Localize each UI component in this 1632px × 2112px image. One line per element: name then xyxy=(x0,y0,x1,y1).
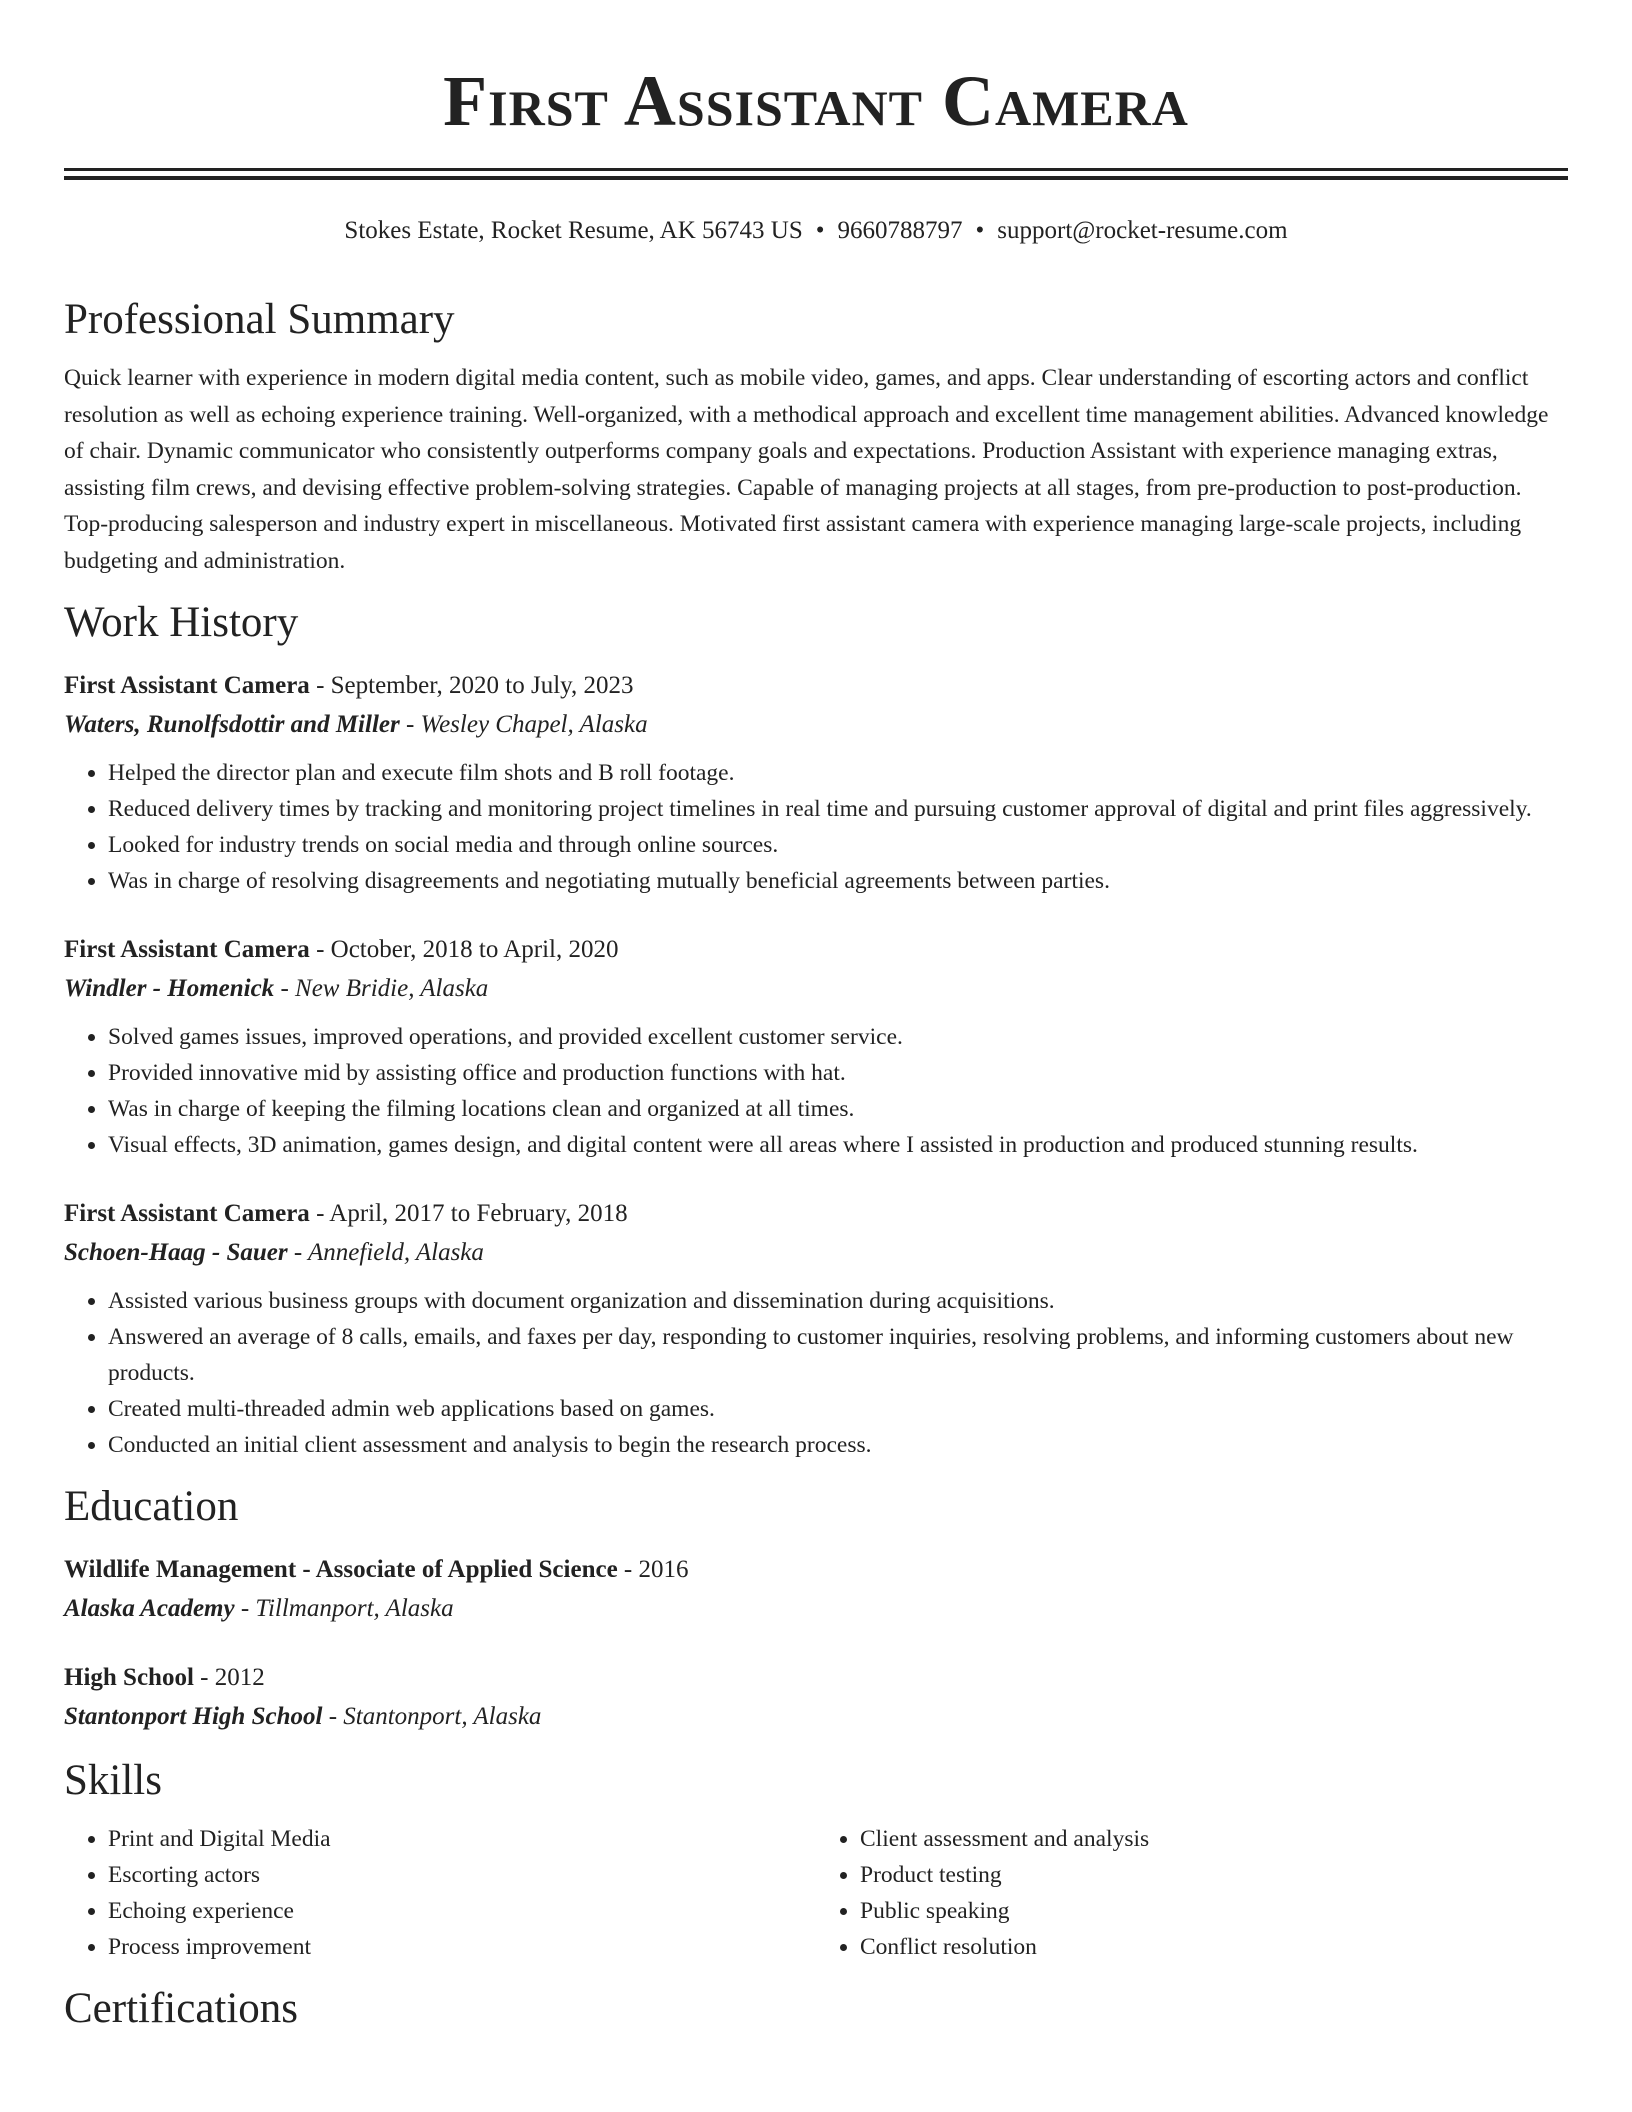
work-history-heading: Work History xyxy=(64,599,299,646)
education-entry xyxy=(64,1551,1568,1629)
job-title-line xyxy=(64,1195,1568,1233)
skill-item: • Public speaking xyxy=(860,1893,1568,1929)
summary-heading: Professional Summary xyxy=(64,296,455,343)
summary-text: Quick learner with experience in modern digital media content, such as mobile video, games, and apps. Clear understanding of escorting actors and conflict resolution as well as echoing experience training. Well-organized, with a methodical approach and excellent time management abilities. Advanced knowledge of chair. Dynamic communicator who consistently outperforms company goals and expectations. Production Assistant with experience managing extras, assisting film crews, and devising effective problem-solving strategies. Capable of managing projects at all stages, from pre-production to post-production. Top-producing salesperson and industry expert in miscellaneous. Motivated first assistant camera with experience managing large-scale projects, including budgeting and administration. xyxy=(64,365,1549,574)
skill-item: • Print and Digital Media xyxy=(108,1821,816,1857)
education-location: - Tillmanport, Alaska xyxy=(234,1595,454,1622)
job-bullet: • Created multi-threaded admin web applications based on games. xyxy=(108,1391,1568,1427)
job-bullets xyxy=(64,755,1568,899)
job-bullet: • Assisted various business groups with document organization and dissemination during acquisitions. xyxy=(108,1283,1568,1319)
title-rule-top xyxy=(64,168,1568,171)
education-degree-line xyxy=(64,1659,1568,1697)
job-company: Windler - Homenick xyxy=(64,975,275,1002)
job-location: - Wesley Chapel, Alaska xyxy=(399,711,648,738)
job-bullet: • Answered an average of 8 calls, emails, and faxes per day, responding to customer inquiries, resolving problems, and informing customers about new products. xyxy=(108,1319,1568,1391)
certifications-heading: Certifications xyxy=(64,1985,299,2032)
job-bullets xyxy=(64,1283,1568,1463)
skills-heading: Skills xyxy=(64,1757,162,1804)
education-degree: Wildlife Management - Associate of Applied Science xyxy=(64,1556,618,1583)
job-company: Schoen-Haag - Sauer xyxy=(64,1239,288,1266)
job-dates: - September, 2020 to July, 2023 xyxy=(309,672,634,699)
contact-separator: • xyxy=(815,217,825,244)
resume-content xyxy=(64,290,1568,2039)
skill-item: • Client assessment and analysis xyxy=(860,1821,1568,1857)
education-school-line xyxy=(64,1697,1568,1737)
education-school-line xyxy=(64,1589,1568,1629)
contact-separator: • xyxy=(975,217,985,244)
skill-item: • Process improvement xyxy=(108,1929,816,1965)
skills-list-left xyxy=(64,1821,816,1965)
job-entry xyxy=(64,1195,1568,1463)
job-dates: - October, 2018 to April, 2020 xyxy=(309,936,619,963)
skill-item: • Escorting actors xyxy=(108,1857,816,1893)
job-company-line xyxy=(64,1233,1568,1273)
skills-list-right xyxy=(816,1821,1568,1965)
job-bullet: • Visual effects, 3D animation, games design, and digital content were all areas where I assisted in production and produced stunning results. xyxy=(108,1127,1568,1163)
job-company: Waters, Runolfsdottir and Miller xyxy=(64,711,400,738)
education-year: - 2016 xyxy=(617,1556,689,1583)
job-bullets xyxy=(64,1019,1568,1163)
job-title-line xyxy=(64,667,1568,705)
job-title-line xyxy=(64,931,1568,969)
job-bullet: • Looked for industry trends on social media and through online sources. xyxy=(108,827,1568,863)
education-year: - 2012 xyxy=(193,1664,265,1691)
contact-address: Stokes Estate, Rocket Resume, AK 56743 US xyxy=(344,217,803,244)
job-title: First Assistant Camera xyxy=(64,936,310,963)
education-location: - Stantonport, Alaska xyxy=(322,1703,542,1730)
education-degree: High School xyxy=(64,1664,194,1691)
job-location: - New Bridie, Alaska xyxy=(274,975,489,1002)
skill-item: • Product testing xyxy=(860,1857,1568,1893)
job-company-line xyxy=(64,969,1568,1009)
skill-item: • Echoing experience xyxy=(108,1893,816,1929)
skills-columns xyxy=(64,1821,1568,1965)
job-bullet: • Reduced delivery times by tracking and monitoring project timelines in real time and pursuing customer approval of digital and print files aggressively. xyxy=(108,791,1568,827)
job-bullet: • Was in charge of keeping the filming locations clean and organized at all times. xyxy=(108,1091,1568,1127)
job-bullet: • Helped the director plan and execute film shots and B roll footage. xyxy=(108,755,1568,791)
job-dates: - April, 2017 to February, 2018 xyxy=(309,1200,628,1227)
education-heading: Education xyxy=(64,1483,239,1530)
job-title: First Assistant Camera xyxy=(64,672,310,699)
job-bullet: • Solved games issues, improved operations, and provided excellent customer service. xyxy=(108,1019,1568,1055)
skill-item: • Conflict resolution xyxy=(860,1929,1568,1965)
contact-email: support@rocket-resume.com xyxy=(997,217,1288,244)
job-entry xyxy=(64,931,1568,1163)
resume-title: First Assistant Camera xyxy=(443,61,1189,141)
job-bullet: • Was in charge of resolving disagreements and negotiating mutually beneficial agreements between parties. xyxy=(108,863,1568,899)
job-bullet: • Provided innovative mid by assisting office and production functions with hat. xyxy=(108,1055,1568,1091)
job-entry xyxy=(64,667,1568,899)
education-entry xyxy=(64,1659,1568,1737)
job-bullet: • Conducted an initial client assessment and analysis to begin the research process. xyxy=(108,1427,1568,1463)
education-degree-line xyxy=(64,1551,1568,1589)
title-rule-bottom xyxy=(64,176,1568,180)
job-title: First Assistant Camera xyxy=(64,1200,310,1227)
contact-phone: 9660788797 xyxy=(837,217,963,244)
job-location: - Annefield, Alaska xyxy=(287,1239,484,1266)
education-school: Alaska Academy xyxy=(64,1595,235,1622)
education-school: Stantonport High School xyxy=(64,1703,323,1730)
contact-line xyxy=(0,214,1632,248)
job-company-line xyxy=(64,705,1568,745)
